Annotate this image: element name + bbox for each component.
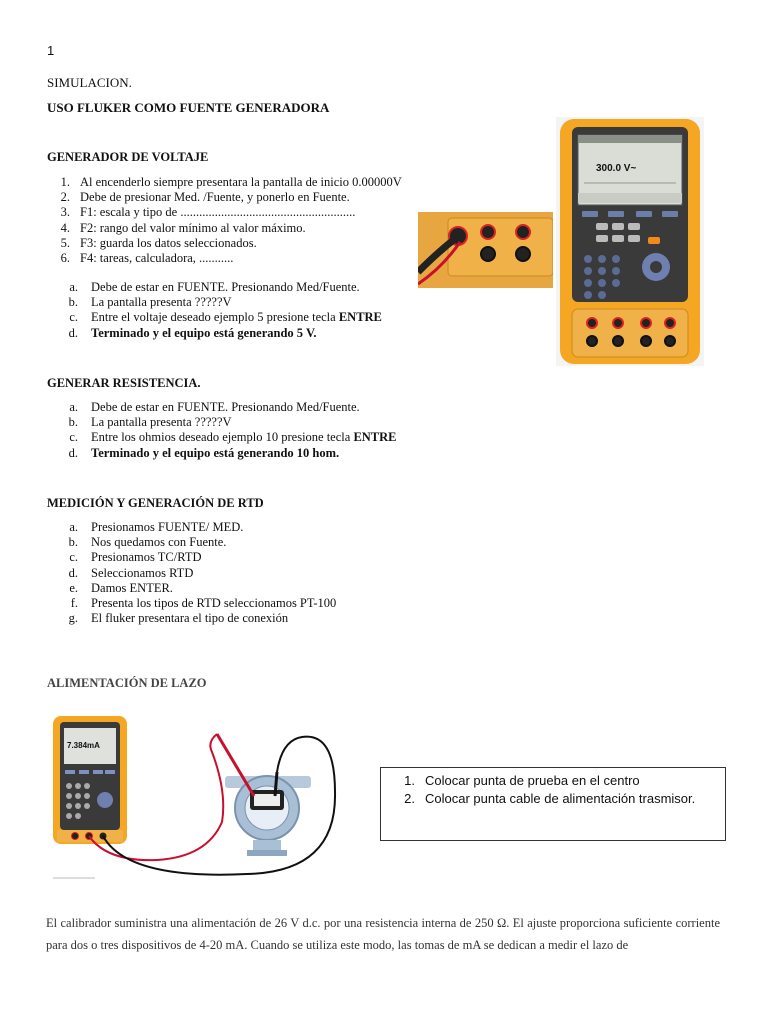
list-item: 2. Colocar punta cable de alimentación trasmisor. [404, 791, 696, 806]
heading-generador-voltaje: GENERADOR DE VOLTAJE [47, 150, 209, 164]
heading-generar-resistencia: GENERAR RESISTENCIA. [47, 376, 201, 390]
list-item: b. La pantalla presenta ?????V [68, 415, 232, 430]
list-item: d. Terminado y el equipo está generando 10 hom. [68, 445, 340, 460]
loop-wiring-photo [47, 712, 343, 880]
heading-medicion-rtd: MEDICIÓN Y GENERACIÓN DE RTD [47, 496, 264, 510]
list-item: c. Entre los ohmios deseado ejemplo 10 presione tecla ENTRE [69, 430, 397, 445]
resistencia-steps-list [46, 400, 397, 461]
list-item: f. Presenta los tipos de RTD seleccionamos PT-100 [70, 595, 337, 610]
voltaje-numbered-list [46, 175, 402, 266]
doc-label-simulacion: SIMULACION. [47, 75, 132, 90]
list-item: 6. F4: tareas, calculadora, ........... [60, 250, 234, 265]
heading-alimentacion-lazo: ALIMENTACIÓN DE LAZO [47, 676, 207, 690]
loop-description-paragraph: El calibrador suministra una alimentación de 26 V d.c. por una resistencia interna de 250 Ω. El ajuste proporciona suficiente corriente para dos o tres dispositivos de 4-20 mA. Cuando se utiliza este modo, las tomas de mA se dedican a medir el lazo de [46, 916, 720, 952]
list-item: b. Nos quedamos con Fuente. [68, 535, 227, 550]
list-item: 1. Colocar punta de prueba en el centro [404, 773, 640, 788]
list-item: a. Debe de estar en FUENTE. Presionando Med/Fuente. [69, 400, 360, 414]
list-item: a. Presionamos FUENTE/ MED. [69, 520, 244, 534]
list-item: g. El fluker presentara el tipo de conexión [68, 611, 289, 626]
fluke-calibrator-photo [556, 117, 704, 366]
list-item: 3. F1: escala y tipo de ........................................................ [60, 205, 356, 220]
loop-instructions-box [380, 767, 726, 841]
loop-calibrator-display: 7.384mA [67, 741, 100, 750]
page-number: 1 [47, 43, 55, 58]
calibrator-display-value: 300.0 V~ [596, 163, 637, 174]
list-item: 1. Al encenderlo siempre presentara la pantalla de inicio 0.00000V [60, 175, 402, 189]
list-item: c. Presionamos TC/RTD [69, 550, 202, 565]
doc-title: USO FLUKER COMO FUENTE GENERADORA [47, 100, 330, 115]
probe-jacks-photo [418, 212, 553, 288]
voltaje-steps-list [46, 280, 382, 341]
list-item: b. La pantalla presenta ?????V [68, 295, 232, 310]
list-item: 2. Debe de presionar Med. /Fuente, y ponerlo en Fuente. [60, 190, 350, 205]
list-item: d. Terminado y el equipo está generando 5 V. [68, 325, 317, 340]
list-item: d. Seleccionamos RTD [68, 565, 194, 580]
list-item: c. Entre el voltaje deseado ejemplo 5 presione tecla ENTRE [69, 310, 382, 325]
list-item: a. Debe de estar en FUENTE. Presionando Med/Fuente. [69, 280, 360, 294]
rtd-steps-list [46, 520, 336, 626]
list-item: 5. F3: guarda los datos seleccionados. [60, 235, 257, 250]
list-item: e. Damos ENTER. [69, 580, 173, 595]
list-item: 4. F2: rango del valor mínimo al valor máximo. [60, 220, 306, 235]
